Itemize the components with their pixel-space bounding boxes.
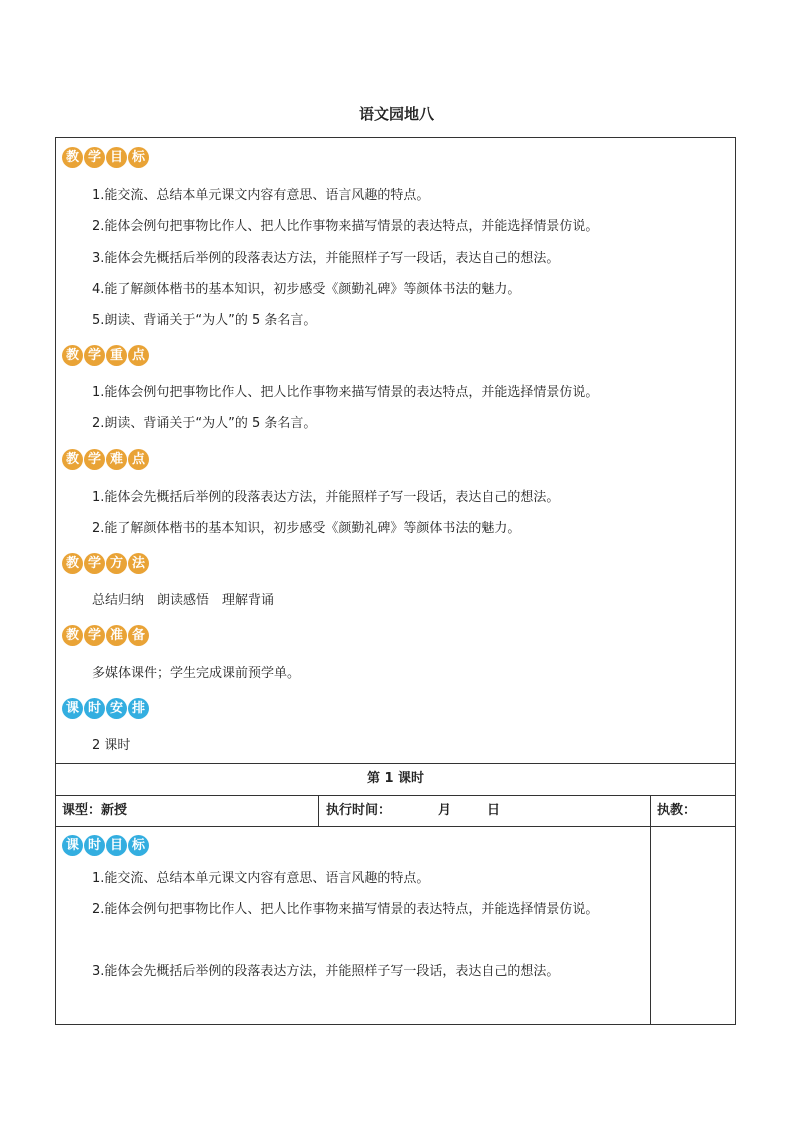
section-header-methods: 教 学 方 法: [62, 553, 149, 575]
row-divider: [55, 763, 736, 764]
column-divider: [318, 795, 319, 826]
section-header-objectives: 教 学 目 标: [62, 147, 149, 169]
list-item: 2 课时: [92, 738, 131, 753]
page-title: 语文园地八: [358, 105, 434, 123]
section-header-schedule: 课 时 安 排: [62, 698, 149, 720]
section-header-difficulties: 教 学 难 点: [62, 449, 149, 471]
list-item: 2.能体会例句把事物比作人、把人比作事物来描写情景的表达特点，并能选择情景仿说。: [92, 219, 599, 234]
day-label: 日: [487, 803, 501, 818]
column-divider: [650, 795, 651, 1025]
lesson-type: 课型：新授: [62, 803, 128, 818]
teacher-label: 执教：: [657, 803, 697, 818]
list-item: 1.能体会先概括后举例的段落表达方法，并能照样子写一段话，表达自己的想法。: [92, 490, 560, 505]
list-item: 1.能交流、总结本单元课文内容有意思、语言风趣的特点。: [92, 188, 430, 203]
row-divider: [55, 826, 736, 827]
row-divider: [55, 795, 736, 796]
section-header-preparation: 教 学 准 备: [62, 625, 149, 647]
list-item: 4.能了解颜体楷书的基本知识，初步感受《颜勤礼碑》等颜体书法的魅力。: [92, 282, 521, 297]
lesson-title: 第 1 课时: [366, 771, 425, 786]
month-label: 月: [438, 803, 452, 818]
list-item: 总结归纳 朗读感悟 理解背诵: [92, 593, 275, 608]
list-item: 5.朗读、背诵关于“为人”的 5 条名言。: [92, 313, 317, 328]
list-item: 3.能体会先概括后举例的段落表达方法，并能照样子写一段话，表达自己的想法。: [92, 251, 560, 266]
lesson-goal: 3.能体会先概括后举例的段落表达方法，并能照样子写一段话，表达自己的想法。: [92, 964, 560, 979]
list-item: 多媒体课件；学生完成课前预学单。: [92, 666, 301, 681]
execution-time-label: 执行时间：: [326, 803, 392, 818]
list-item: 2.能了解颜体楷书的基本知识，初步感受《颜勤礼碑》等颜体书法的魅力。: [92, 521, 521, 536]
section-header-key-points: 教 学 重 点: [62, 345, 149, 367]
list-item: 2.朗读、背诵关于“为人”的 5 条名言。: [92, 416, 317, 431]
lesson-goal: 1.能交流、总结本单元课文内容有意思、语言风趣的特点。: [92, 871, 430, 886]
list-item: 1.能体会例句把事物比作人、把人比作事物来描写情景的表达特点，并能选择情景仿说。: [92, 385, 599, 400]
section-header-lesson-goals: 课 时 目 标: [62, 835, 149, 857]
lesson-goal: 2.能体会例句把事物比作人、把人比作事物来描写情景的表达特点，并能选择情景仿说。: [92, 902, 599, 917]
